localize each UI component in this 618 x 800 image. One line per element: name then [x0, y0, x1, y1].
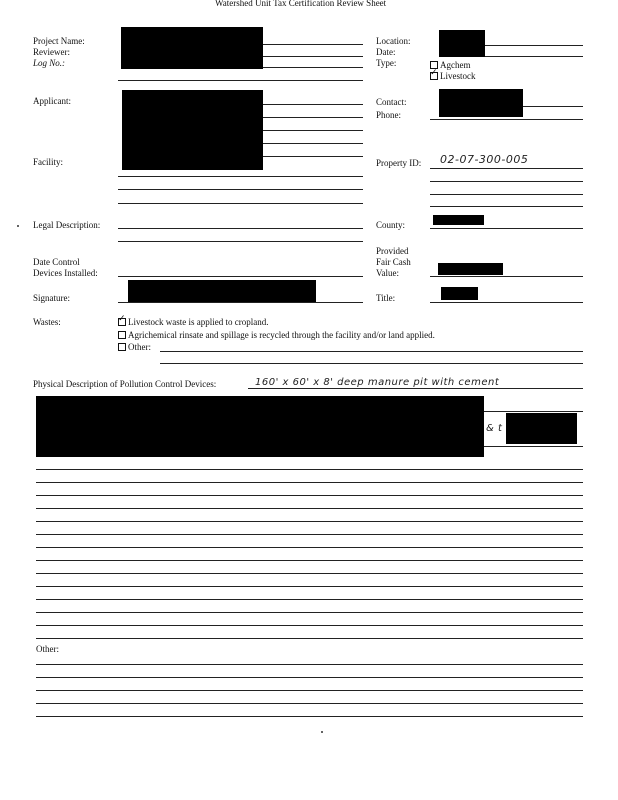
location-label: Location:	[376, 36, 411, 46]
livestock-checkbox[interactable]	[430, 72, 438, 80]
redacted-fair-cash-value	[438, 263, 503, 275]
waste-livestock-label: Livestock waste is applied to cropland.	[128, 317, 269, 327]
title-label: Title:	[376, 293, 396, 303]
waste-livestock-checkbox[interactable]	[118, 318, 126, 326]
field-line	[160, 363, 583, 364]
field-line	[263, 67, 363, 68]
field-line	[118, 276, 363, 277]
field-line	[484, 411, 583, 412]
field-line	[263, 56, 363, 57]
redacted-description-block	[36, 396, 484, 457]
ruled-line	[36, 677, 583, 678]
type-label: Type:	[376, 58, 397, 68]
field-line	[430, 168, 583, 169]
waste-other-checkbox[interactable]	[118, 343, 126, 351]
field-line	[263, 104, 363, 105]
ruled-line	[36, 560, 583, 561]
signature-label: Signature:	[33, 293, 70, 303]
field-line	[118, 203, 363, 204]
type-option-livestock[interactable]	[430, 71, 476, 81]
field-line	[430, 302, 583, 303]
ruled-line	[36, 508, 583, 509]
ruled-line	[36, 586, 583, 587]
field-line	[430, 194, 583, 195]
ruled-line	[36, 573, 583, 574]
field-line	[430, 206, 583, 207]
ruled-line	[36, 547, 583, 548]
field-line	[484, 446, 583, 447]
log-no-label: Log No.:	[33, 58, 66, 68]
field-line	[485, 56, 583, 57]
livestock-label: Livestock	[440, 71, 476, 81]
form-title: Watershed Unit Tax Certification Review Sheet	[215, 0, 387, 8]
redacted-title	[441, 287, 478, 300]
date-label: Date:	[376, 47, 396, 57]
field-line	[263, 44, 363, 45]
ruled-line	[36, 664, 583, 665]
ruled-line	[36, 521, 583, 522]
redacted-contact	[439, 89, 523, 117]
ruled-line	[36, 534, 583, 535]
waste-other-label: Other:	[128, 342, 151, 352]
date-control-label: Date Control	[33, 257, 80, 267]
devices-installed-label: Devices Installed:	[33, 268, 98, 278]
waste-agrichemical-checkbox[interactable]	[118, 331, 126, 339]
field-line	[118, 302, 363, 303]
waste-agrichemical-label: Agrichemical rinsate and spillage is recycled through the facility and/or land applied.	[128, 330, 435, 340]
ruled-line	[36, 716, 583, 717]
reviewer-label: Reviewer:	[33, 47, 70, 57]
agchem-label: Agchem	[440, 60, 471, 70]
field-line	[430, 119, 583, 120]
description-continued: & t	[486, 423, 503, 434]
field-line	[430, 181, 583, 182]
redacted-location	[439, 30, 485, 57]
provided-label: Provided	[376, 246, 409, 256]
field-line	[430, 228, 583, 229]
wastes-label: Wastes:	[33, 317, 61, 327]
field-line	[118, 176, 363, 177]
ruled-line	[36, 495, 583, 496]
ruled-line	[36, 638, 583, 639]
field-line	[118, 228, 363, 229]
ruled-line	[36, 482, 583, 483]
applicant-label: Applicant:	[33, 96, 71, 106]
redacted-signature	[128, 280, 316, 302]
ruled-line	[36, 690, 583, 691]
field-line	[263, 143, 363, 144]
county-label: County:	[376, 220, 406, 230]
contact-label: Contact:	[376, 97, 407, 107]
waste-option-livestock[interactable]	[118, 317, 268, 327]
fair-cash-label: Fair Cash	[376, 257, 411, 267]
project-name-label: Project Name:	[33, 36, 85, 46]
ruled-line	[36, 469, 583, 470]
scan-speck	[321, 731, 323, 733]
redacted-county	[433, 215, 484, 225]
property-id-label: Property ID:	[376, 158, 422, 168]
redacted-description-tail	[506, 413, 577, 444]
phone-label: Phone:	[376, 110, 402, 120]
field-line	[248, 388, 583, 389]
value-label: Value:	[376, 268, 399, 278]
field-line	[485, 45, 583, 46]
other-label: Other:	[36, 644, 59, 654]
field-line	[118, 189, 363, 190]
redacted-project-info	[121, 27, 263, 69]
waste-option-agrichemical[interactable]	[118, 330, 435, 340]
ruled-line	[36, 625, 583, 626]
field-line	[263, 156, 363, 157]
scan-speck	[17, 225, 19, 227]
redacted-applicant	[122, 90, 263, 170]
field-line	[118, 80, 363, 81]
physical-description-handwritten: 160' x 60' x 8' deep manure pit with cement	[255, 377, 500, 388]
field-line	[263, 117, 363, 118]
field-line	[523, 106, 583, 107]
field-line	[160, 351, 583, 352]
property-id-value: 02-07-300-005	[440, 153, 529, 166]
field-line	[118, 241, 363, 242]
ruled-line	[36, 612, 583, 613]
ruled-line	[36, 703, 583, 704]
waste-option-other[interactable]	[118, 342, 151, 352]
physical-description-label: Physical Description of Pollution Control Devices:	[33, 379, 217, 389]
field-line	[430, 276, 583, 277]
legal-description-label: Legal Description:	[33, 220, 101, 230]
field-line	[263, 130, 363, 131]
ruled-line	[36, 599, 583, 600]
facility-label: Facility:	[33, 157, 63, 167]
